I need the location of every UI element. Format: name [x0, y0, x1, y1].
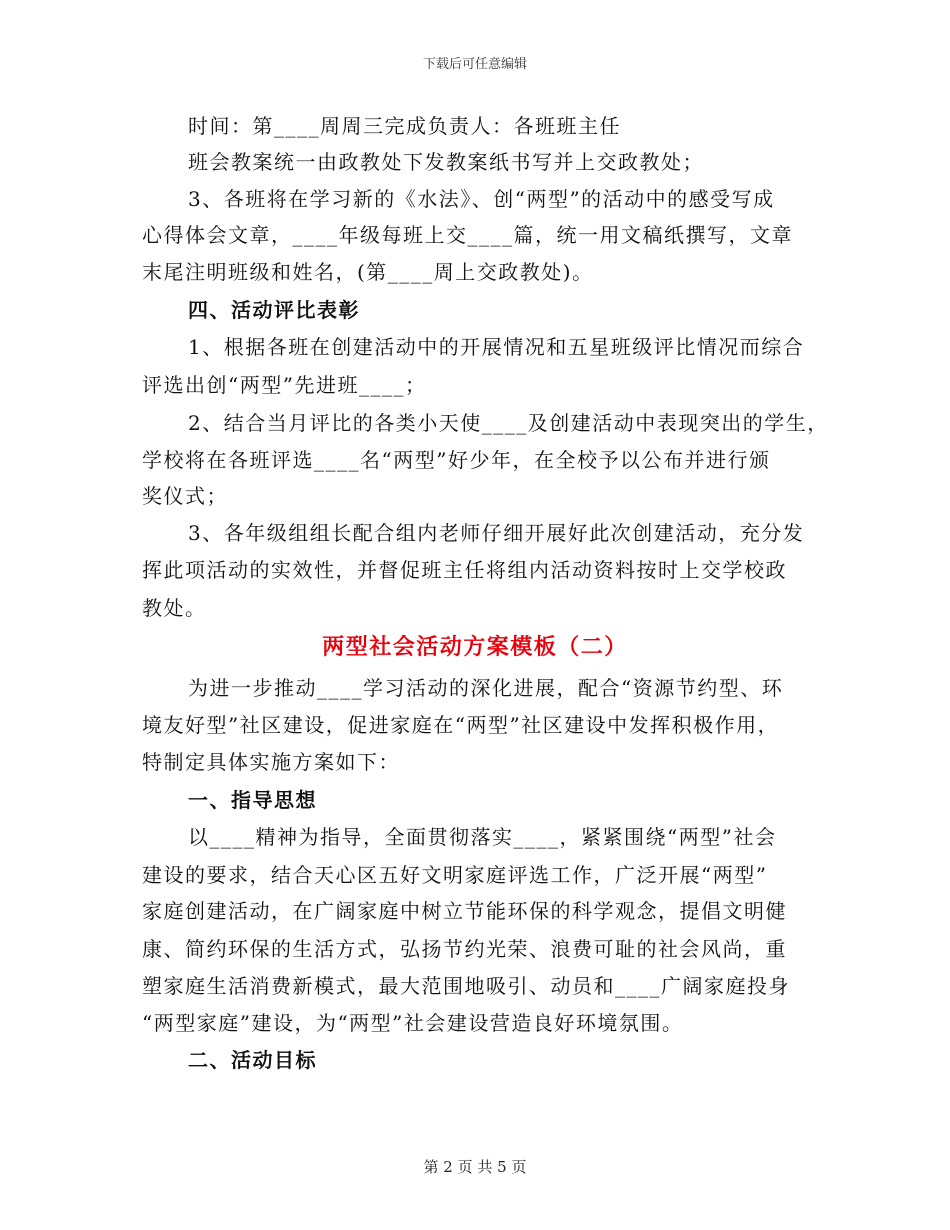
section-heading: 四、活动评比表彰	[188, 298, 360, 322]
text-line: 2、结合当月评比的各类小天使____及创建活动中表现突出的学生，	[188, 411, 829, 435]
text-line: 心得体会文章，____年级每班上交____篇，统一用文稿纸撰写，文章	[142, 223, 793, 247]
text-line: 3、各年级组组长配合组内老师仔细开展好此次创建活动，充分发	[188, 521, 805, 545]
section-heading: 一、指导思想	[188, 788, 317, 812]
text-line: 为进一步推动____学习活动的深化进展，配合“资源节约型、环	[188, 676, 784, 700]
text-line: 以____精神为指导，全面贯彻落实____，紧紧围绕“两型”社会	[188, 825, 777, 849]
text-line: 学校将在各班评选____名“两型”好少年，在全校予以公布并进行颁	[142, 448, 771, 472]
text-line: 时间：第____周周三完成负责人：各班班主任	[188, 114, 621, 138]
text-line: 境友好型”社区建设，促进家庭在“两型”社区建设中发挥积极作用，	[142, 713, 780, 737]
text-line: 特制定具体实施方案如下：	[142, 750, 400, 774]
text-line: 康、简约环保的生活方式，弘扬节约光荣、浪费可耻的社会风尚，重	[142, 937, 787, 961]
text-line: 家庭创建活动，在广阔家庭中树立节能环保的科学观念，提倡文明健	[142, 899, 787, 923]
page-header: 下载后可任意编辑	[422, 57, 527, 72]
section-title: 两型社会活动方案模板（二）	[322, 634, 628, 660]
text-line: 奖仪式；	[142, 484, 228, 508]
text-line: 建设的要求，结合天心区五好文明家庭评选工作，广泛开展“两型”	[142, 863, 768, 887]
text-line: 末尾注明班级和姓名，(第____周上交政教处)。	[142, 260, 594, 284]
text-line: 塑家庭生活消费新模式，最大范围地吸引、动员和____广阔家庭投身	[142, 974, 790, 998]
text-line: 评选出创“两型”先进班____；	[142, 373, 427, 397]
text-line: 1、根据各班在创建活动中的开展情况和五星班级评比情况而综合	[188, 335, 805, 359]
text-line: 班会教案统一由政教处下发教案纸书写并上交政教处；	[188, 150, 704, 174]
text-line: 挥此项活动的实效性，并督促班主任将组内活动资料按时上交学校政	[142, 558, 787, 582]
text-line: “两型家庭”建设，为“两型”社会建设营造良好环境氛围。	[142, 1011, 684, 1035]
text-line: 教处。	[142, 596, 207, 620]
section-heading: 二、活动目标	[188, 1048, 317, 1072]
page-footer: 第 2 页 共 5 页	[423, 1158, 527, 1176]
text-line: 3、各班将在学习新的《水法》、创“两型”的活动中的感受写成	[188, 187, 775, 211]
